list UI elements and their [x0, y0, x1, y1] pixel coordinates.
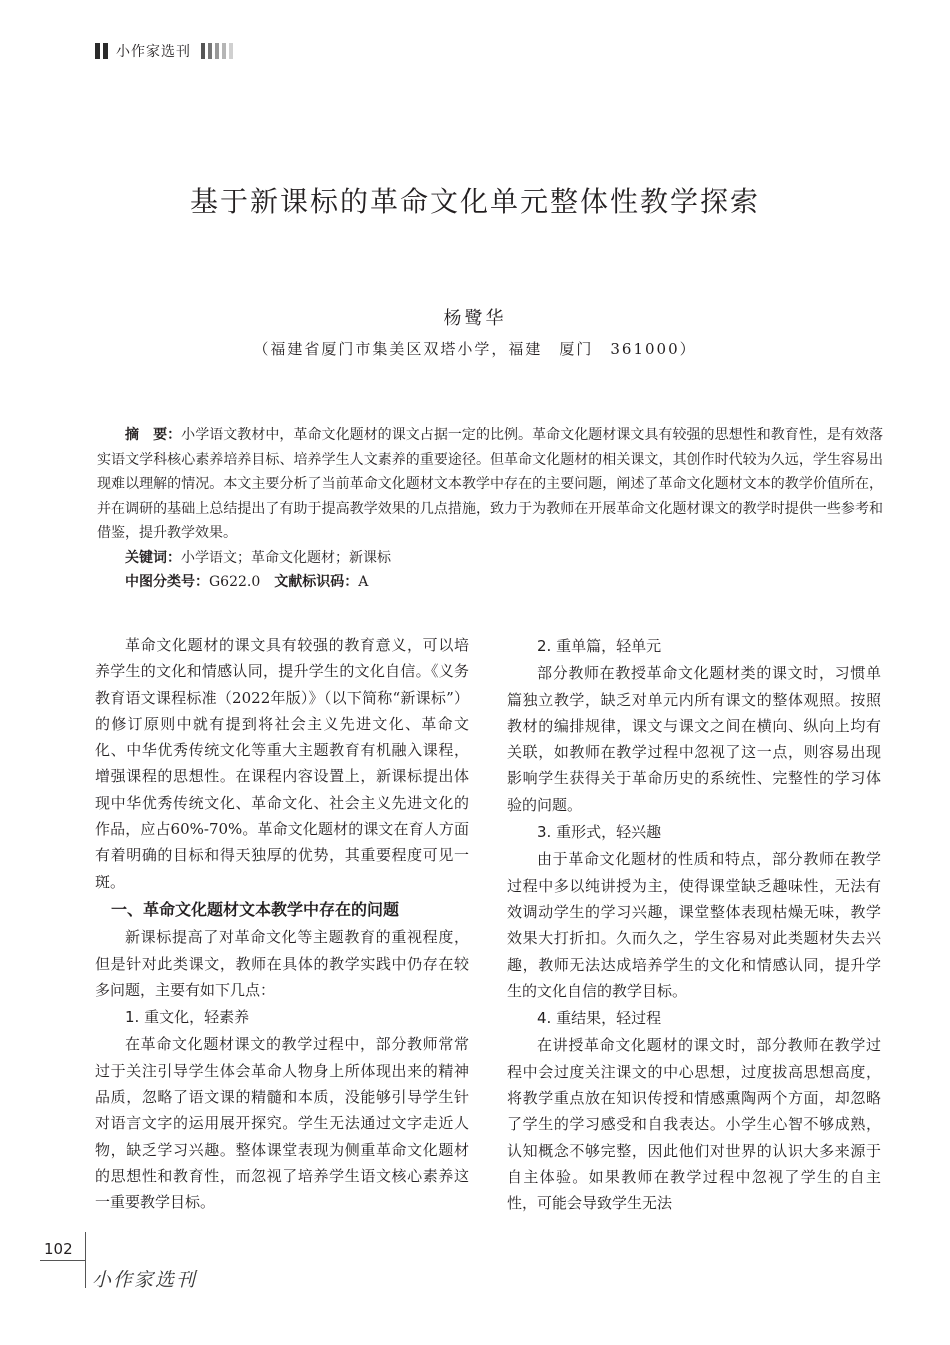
journal-header: [95, 41, 233, 61]
body-left-column: [95, 632, 469, 1216]
keywords-label: 关键词：: [125, 549, 181, 566]
subsection3-text: 由于革命文化题材的性质和特点，部分教师在教学过程中多以纯讲授为主，使得课堂缺乏趣味性，无法有效调动学生的学习兴趣，课堂整体表现枯燥无味，教学效果大打折扣。久而久之，学生容易对此类题材失去兴趣，教师无法达成培养学生的文化和情感认同，提升学生的文化自信的教学目标。: [507, 850, 881, 1000]
abstract-block: [97, 423, 883, 595]
keywords-line: [97, 546, 883, 571]
abstract-label: 摘 要：: [125, 427, 182, 443]
subsection1-text: 在革命文化题材课文的教学过程中，部分教师常常过于关注引导学生体会革命人物身上所体现出来的精神品质，忽略了语文课的精髓和本质，没能够引导学生针对语言文字的运用展开探究。学生无法通过文字走近人物，缺乏学习兴趣。整体课堂表现为侧重革命文化题材的思想性和教育性，而忽视了培养学生语文核心素养这一重要教学目标。: [95, 1035, 469, 1212]
footer-rule: [40, 1260, 86, 1261]
journal-logo: 小作家选刊: [92, 1269, 198, 1291]
body-right-column: [507, 632, 881, 1217]
clc-label: 中图分类号：: [125, 574, 209, 590]
doc-code-label: 文献标识码：: [274, 574, 359, 590]
subsection4-text: 在讲授革命文化题材的课文时，部分教师在教学过程中会过度关注课文的中心思想，过度拔高思想高度，将教学重点放在知识传授和情感熏陶两个方面，却忽略了学生的学习感受和自我表达。小学生心智不够成熟，认知概念不够完整，因此他们对世界的认识大多来源于自主体验。如果教师在教学过程中忽视了学生的自主性，可能会导致学生无法: [507, 1036, 881, 1213]
subheading-2: 2. 重单篇，轻单元: [537, 637, 662, 655]
author-affiliation: （福建省厦门市集美区双塔小学，福建 厦门 361000）: [253, 340, 697, 358]
section1-intro: 新课标提高了对革命文化等主题教育的重视程度，但是针对此类课文，教师在具体的教学实践中仍存在较多问题，主要有如下几点：: [95, 928, 469, 999]
section-heading-1: 一、革命文化题材文本教学中存在的问题: [111, 899, 400, 919]
author-name: 杨鹭华: [443, 308, 507, 329]
doc-code: A: [358, 574, 369, 590]
abstract-paragraph: [97, 423, 883, 546]
keywords-text: 小学语文；革命文化题材；新课标: [181, 549, 391, 566]
subheading-1: 1. 重文化，轻素养: [125, 1008, 250, 1027]
abstract-text: 小学语文教材中，革命文化题材的课文占据一定的比例。革命文化题材课文具有较强的思想性和教育性，是有效落实语文学科核心素养培养目标、培养学生人文素养的重要途径。但革命文化题材的相关课文，其创作时代较为久远，学生容易出现难以理解的情况。本文主要分析了当前革命文化题材文本教学中存在的主要问题，阐述了革命文化题材文本的教学价值所在，并在调研的基础上总结提出了有助于提高教学效果的几点措施，致力于为教师在开展革命文化题材课文的教学时提供一些参考和借鉴，提升教学效果。: [97, 427, 884, 541]
subsection2-text: 部分教师在教授革命文化题材类的课文时，习惯单篇独立教学，缺乏对单元内所有课文的整体观照。按照教材的编排规律，课文与课文之间在横向、纵向上均有关联，如教师在教学过程中忽视了这一点，则容易出现影响学生获得关于革命历史的系统性、完整性的学习体验的问题。: [507, 664, 881, 814]
paper-title: 基于新课标的革命文化单元整体性教学探索: [189, 185, 760, 218]
subheading-3: 3. 重形式，轻兴趣: [537, 823, 662, 842]
header-bars-left: [95, 43, 108, 59]
footer-vertical-rule: [85, 1232, 86, 1288]
subheading-4: 4. 重结果，轻过程: [537, 1009, 662, 1028]
page-number: 102: [44, 1240, 73, 1258]
classification-line: [97, 570, 883, 595]
journal-name: 小作家选刊: [116, 44, 191, 60]
clc-code: G622.0: [209, 574, 261, 590]
intro-paragraph: 革命文化题材的课文具有较强的教育意义，可以培养学生的文化和情感认同，提升学生的文化自信。《义务教育语文课程标准（2022年版）》（以下简称“新课标”）的修订原则中就有提到将社会主义先进文化、革命文化、中华优秀传统文化等重大主题教育有机融入课程，增强课程的思想性。在课程内容设置上，新课标提出体现中华优秀传统文化、革命文化、社会主义先进文化的作品，应占60%-70%。革命文化题材的课文在育人方面有着明确的目标和得天独厚的优势，其重要程度可见一斑。: [95, 636, 469, 891]
header-bars-right: [201, 43, 233, 59]
